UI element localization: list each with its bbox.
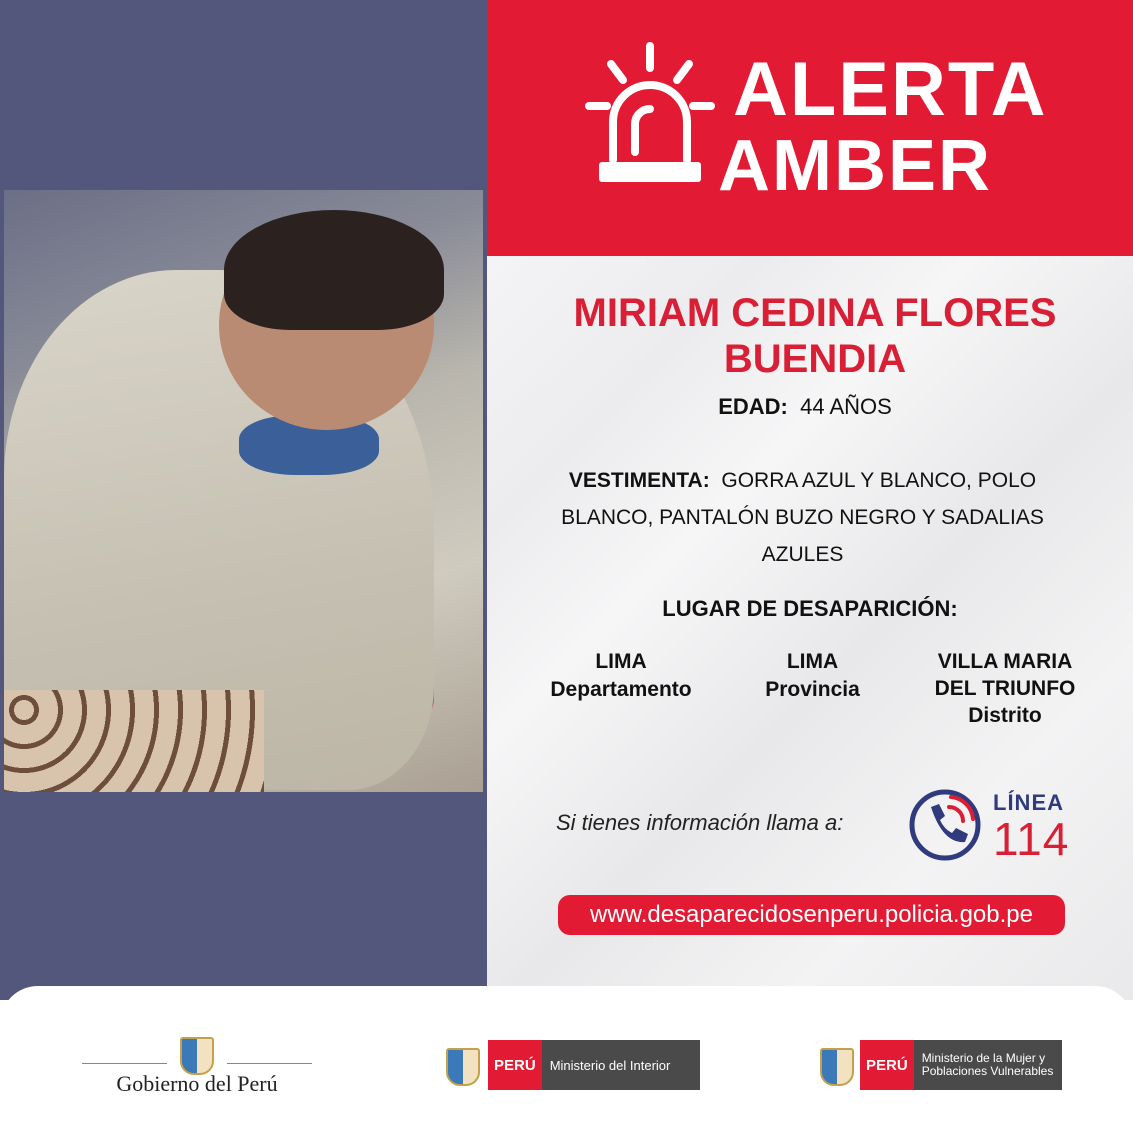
location-type: Provincia [765,678,860,701]
location-department [526,648,716,704]
coat-of-arms-icon [820,1048,854,1086]
missing-person-photo [4,190,483,792]
peru-label: PERÚ [488,1040,542,1090]
location-type: Distrito [968,704,1042,727]
location-value: VILLA MARIA DEL TRIUNFO [934,650,1076,700]
location-value: LIMA [786,650,839,673]
alert-title-line2: AMBER [718,126,992,206]
location-value: LIMA [595,650,647,673]
age-label: EDAD: [718,394,788,419]
location-heading: LUGAR DE DESAPARICIÓN: [662,596,958,621]
hotline-label: LÍNEA [993,790,1064,815]
clothing-label: VESTIMENTA: [568,469,710,492]
ministerio-mujer-logo [860,1040,1062,1090]
gobierno-logo [82,1035,312,1105]
clothing-line [540,462,1065,573]
contact-prompt: Si tienes información llama a: [556,810,844,835]
website-link[interactable]: www.desaparecidosenperu.policia.gob.pe [558,895,1065,935]
location-type: Departamento [550,678,692,701]
phone-icon [905,785,985,865]
person-name: MIRIAM CEDINA FLORES BUENDIA [573,291,1057,381]
location-province [740,648,885,704]
clothing-value: GORRA AZUL Y BLANCO, POLO BLANCO, PANTALÓN BUZO NEGRO Y SADALIAS AZULES [561,469,1044,566]
ministerio-interior-logo [488,1040,700,1090]
alert-title-line1: ALERTA [733,47,1048,132]
coat-of-arms-icon [180,1037,214,1075]
location-district [915,648,1095,729]
ministry-name: Ministerio del Interior [542,1040,700,1090]
hotline-number: 114 [993,813,1070,865]
peru-label: PERÚ [860,1040,914,1090]
coat-of-arms-icon [446,1048,480,1086]
siren-icon [585,42,715,192]
age-value: 44 AÑOS [800,394,892,419]
age-line [520,394,1090,420]
ministry-name: Ministerio de la Mujer y Poblaciones Vulnerables [914,1040,1062,1090]
gobierno-label: Gobierno del Perú [116,1071,278,1096]
